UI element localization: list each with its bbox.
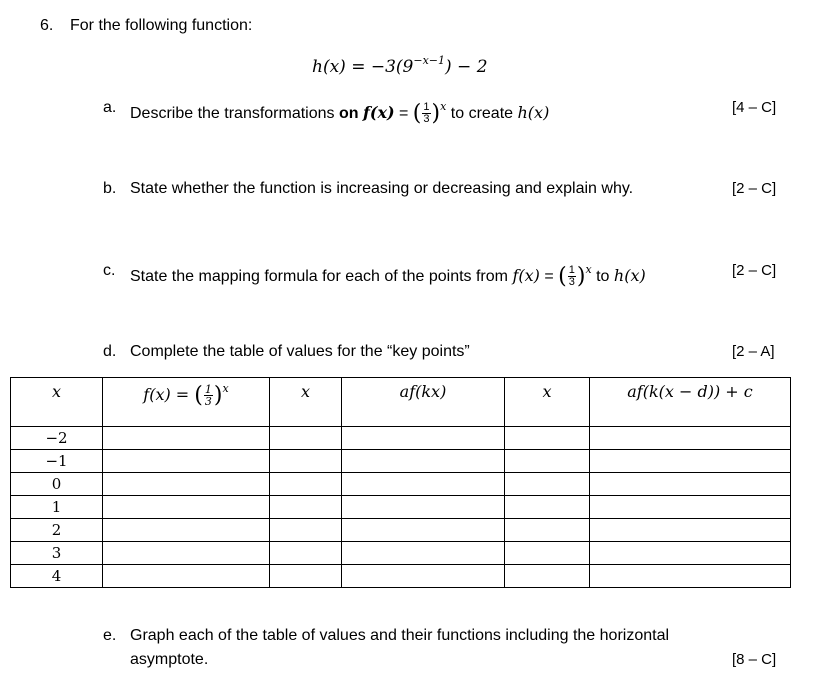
answer-cell[interactable] bbox=[342, 450, 505, 473]
answer-cell[interactable] bbox=[505, 473, 590, 496]
part-a-bold-on: on bbox=[338, 105, 359, 122]
answer-cell[interactable] bbox=[103, 542, 270, 565]
x-value-cell: 2 bbox=[11, 519, 103, 542]
header-fx: f(x) = ( $\frac{1}{3}$ )$^x$ bbox=[103, 378, 270, 427]
answer-cell[interactable] bbox=[103, 450, 270, 473]
part-c-equals: = bbox=[544, 268, 554, 285]
table-row bbox=[11, 450, 791, 473]
answer-cell[interactable] bbox=[590, 450, 791, 473]
part-c-exponent: x bbox=[585, 263, 592, 276]
part-c-text-after: to bbox=[596, 268, 610, 285]
part-d-marks: [2 – A] bbox=[732, 343, 775, 360]
part-a-fraction bbox=[422, 102, 430, 125]
part-a-func: f(x) bbox=[362, 103, 395, 122]
part-c-frac-num: 1 bbox=[568, 264, 575, 277]
answer-cell[interactable] bbox=[505, 519, 590, 542]
table-row bbox=[11, 565, 791, 588]
answer-cell[interactable] bbox=[270, 496, 342, 519]
header-afkx: af(kx) bbox=[342, 378, 505, 427]
answer-cell[interactable] bbox=[505, 450, 590, 473]
x-value-cell: 3 bbox=[11, 542, 103, 565]
answer-cell[interactable] bbox=[270, 542, 342, 565]
part-e-text-line2: asymptote. bbox=[130, 651, 209, 668]
part-e-text-line1: Graph each of the table of values and their functions including the horizontal bbox=[130, 627, 670, 644]
part-a-exponent: x bbox=[440, 100, 447, 113]
answer-cell[interactable] bbox=[342, 473, 505, 496]
table-row bbox=[11, 427, 791, 450]
answer-cell[interactable] bbox=[270, 565, 342, 588]
answer-cell[interactable] bbox=[270, 473, 342, 496]
x-value-cell: 0 bbox=[11, 473, 103, 496]
table-row bbox=[11, 542, 791, 565]
answer-cell[interactable] bbox=[103, 565, 270, 588]
part-e-letter: e. bbox=[103, 627, 117, 644]
answer-cell[interactable] bbox=[590, 542, 791, 565]
part-b-marks: [2 – C] bbox=[732, 180, 777, 197]
header-transformed: af(k(x − d)) + c bbox=[590, 378, 791, 427]
header-x: x bbox=[11, 378, 103, 427]
answer-cell[interactable] bbox=[270, 519, 342, 542]
part-a-text-after: to create bbox=[450, 105, 514, 122]
x-value-cell: −2 bbox=[11, 427, 103, 450]
part-c-letter: c. bbox=[103, 262, 116, 279]
answer-cell[interactable] bbox=[505, 496, 590, 519]
table-row bbox=[11, 473, 791, 496]
answer-cell[interactable] bbox=[342, 496, 505, 519]
header-fx-den: 3 bbox=[204, 395, 212, 408]
part-a-equals: = bbox=[399, 105, 409, 122]
answer-cell[interactable] bbox=[103, 473, 270, 496]
part-e-marks: [8 – C] bbox=[732, 651, 777, 668]
table-row bbox=[11, 496, 791, 519]
header-fx-exponent: x bbox=[222, 382, 229, 395]
answer-cell[interactable] bbox=[270, 427, 342, 450]
x-value-cell: 4 bbox=[11, 565, 103, 588]
answer-cell[interactable] bbox=[342, 519, 505, 542]
answer-cell[interactable] bbox=[590, 427, 791, 450]
part-b-letter: b. bbox=[103, 180, 117, 197]
answer-cell[interactable] bbox=[590, 519, 791, 542]
answer-cell[interactable] bbox=[103, 427, 270, 450]
header-fx-lhs: f(x) = bbox=[143, 385, 190, 404]
header-fx-fraction bbox=[204, 384, 213, 407]
answer-cell[interactable] bbox=[342, 542, 505, 565]
question-number: 6. bbox=[40, 17, 54, 34]
main-function-exponent: −x−1 bbox=[413, 54, 446, 67]
part-a-frac-num: 1 bbox=[423, 101, 430, 114]
part-c-fraction bbox=[568, 265, 576, 288]
table-header-row bbox=[11, 378, 791, 427]
part-a-marks: [4 – C] bbox=[732, 99, 777, 116]
part-d-text: Complete the table of values for the “key points” bbox=[130, 343, 470, 360]
key-points-table bbox=[10, 377, 791, 588]
main-function-rhs: ) − 2 bbox=[445, 57, 488, 77]
part-c-text: State the mapping formula for each of the points from f(x) = ( $\frac{1}{3}$ )$^x$ to h(x) bbox=[130, 263, 646, 289]
answer-cell[interactable] bbox=[590, 565, 791, 588]
answer-cell[interactable] bbox=[590, 496, 791, 519]
part-c-func: f(x) bbox=[512, 266, 540, 285]
answer-cell[interactable] bbox=[342, 565, 505, 588]
answer-cell[interactable] bbox=[505, 565, 590, 588]
table-row bbox=[11, 519, 791, 542]
header-x-3: x bbox=[505, 378, 590, 427]
part-a-text-before: Describe the transformations bbox=[130, 105, 339, 122]
answer-cell[interactable] bbox=[590, 473, 791, 496]
part-c-frac-den: 3 bbox=[568, 276, 575, 289]
answer-cell[interactable] bbox=[103, 519, 270, 542]
answer-cell[interactable] bbox=[342, 427, 505, 450]
main-function bbox=[312, 54, 488, 77]
x-value-cell: −1 bbox=[11, 450, 103, 473]
part-a-text: Describe the transformations on f(x) = ( $\frac{1}{3}$ )$^x$ to create h(x) bbox=[130, 100, 550, 126]
header-x-2: x bbox=[270, 378, 342, 427]
main-function-lhs: h(x) = −3(9 bbox=[312, 57, 414, 77]
part-a-frac-den: 3 bbox=[423, 113, 430, 126]
question-prompt: For the following function: bbox=[70, 17, 253, 34]
answer-cell[interactable] bbox=[103, 496, 270, 519]
part-c-text-before: State the mapping formula for each of the points from bbox=[130, 268, 508, 285]
part-c-marks: [2 – C] bbox=[732, 262, 777, 279]
part-b-text: State whether the function is increasing or decreasing and explain why. bbox=[130, 180, 634, 197]
answer-cell[interactable] bbox=[505, 427, 590, 450]
header-fx-num: 1 bbox=[204, 383, 212, 396]
part-c-target: h(x) bbox=[613, 266, 646, 285]
answer-cell[interactable] bbox=[270, 450, 342, 473]
part-a-letter: a. bbox=[103, 99, 117, 116]
answer-cell[interactable] bbox=[505, 542, 590, 565]
part-d-letter: d. bbox=[103, 343, 117, 360]
part-a-target: h(x) bbox=[517, 103, 550, 122]
x-value-cell: 1 bbox=[11, 496, 103, 519]
